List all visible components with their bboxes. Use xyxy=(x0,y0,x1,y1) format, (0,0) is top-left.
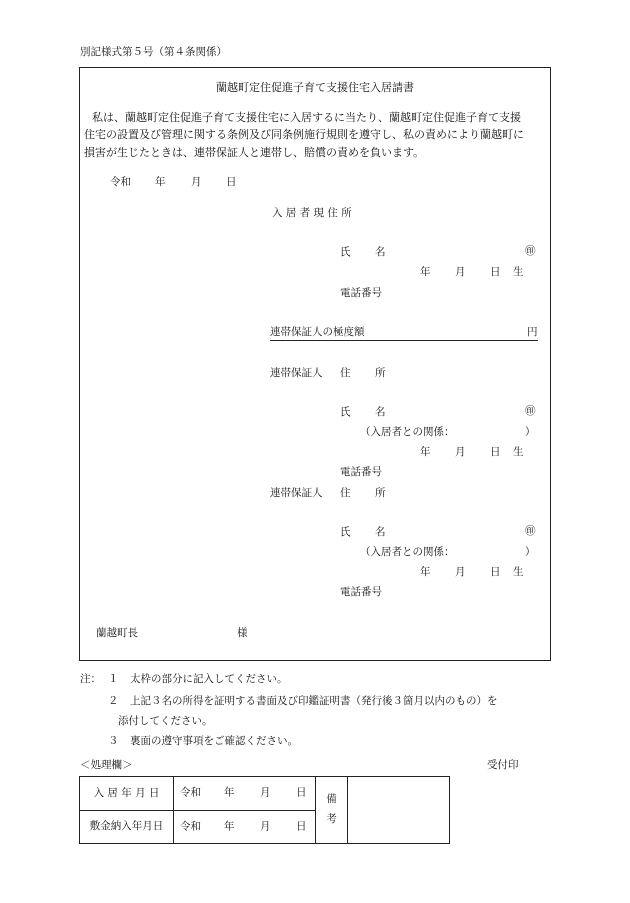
processing-label: ＜処理欄＞ xyxy=(80,759,133,771)
guarantor-2-label: 連帯保証人 xyxy=(270,487,323,499)
guarantee-limit-unit: 円 xyxy=(527,326,538,338)
move-in-date-day: 日 xyxy=(296,786,307,799)
addressee-honorific: 様 xyxy=(237,627,248,639)
move-in-date-era: 令和 xyxy=(180,786,201,799)
body-line-1: 私は、蘭越町定住促進子育て支援住宅に入居するに当たり、蘭越町定住促進子育て支援 xyxy=(92,111,521,124)
page-title: 蘭越町定住促進子育て支援住宅入居請書 xyxy=(216,81,414,94)
remarks-label-cell xyxy=(316,777,348,844)
note-1-number: １ xyxy=(108,673,119,685)
guarantor-2-address-label-1: 住 xyxy=(340,487,351,499)
deposit-date-day: 日 xyxy=(296,820,307,833)
note-3-text: 裏面の遵守事項をご確認ください。 xyxy=(130,735,298,747)
guarantor-1-address-label-1: 住 xyxy=(340,367,351,379)
move-in-date-month: 月 xyxy=(260,786,271,799)
guarantor-1-relation-open: （入居者との関係： xyxy=(360,426,455,438)
guarantor-2-name-label-1: 氏 xyxy=(340,526,351,538)
guarantor-1-name-label-1: 氏 xyxy=(340,406,351,418)
guarantor-1-birth-born: 生 xyxy=(513,446,524,458)
tenant-birth-day: 日 xyxy=(490,266,501,278)
receipt-stamp-label: 受付印 xyxy=(487,759,519,771)
guarantee-limit-label: 連帯保証人の極度額 xyxy=(270,326,365,338)
addressee-name: 蘭越町長 xyxy=(96,627,138,639)
table-row xyxy=(80,777,450,811)
move-in-date-year: 年 xyxy=(224,786,235,799)
note-2-text: 上記３名の所得を証明する書面及び印鑑証明書（発行後３箇月以内のもの）を xyxy=(130,695,498,707)
tenant-name-label-2: 名 xyxy=(375,246,386,258)
tenant-seal-mark: ㊞ xyxy=(525,245,536,257)
deposit-date-year: 年 xyxy=(224,820,235,833)
guarantor-1-address-label-2: 所 xyxy=(375,367,386,379)
deposit-date-era: 令和 xyxy=(180,820,201,833)
guarantor-2-birth-born: 生 xyxy=(513,566,524,578)
guarantor-1-phone-label: 電話番号 xyxy=(340,466,382,478)
deposit-date-label: 敷金納入年月日 xyxy=(80,810,174,844)
form-label: 別記様式第５号（第４条関係） xyxy=(80,46,227,58)
move-in-date-cell xyxy=(174,777,316,811)
tenant-phone-label: 電話番号 xyxy=(340,287,382,299)
guarantor-2-phone-label: 電話番号 xyxy=(340,586,382,598)
processing-table xyxy=(79,776,450,844)
remarks-field xyxy=(348,777,450,844)
guarantor-2-birth-year: 年 xyxy=(420,566,431,578)
note-2-number: ２ xyxy=(108,695,119,707)
remarks-label-2: 考 xyxy=(326,813,337,825)
guarantor-1-seal-mark: ㊞ xyxy=(525,405,536,417)
tenant-birth-year: 年 xyxy=(420,266,431,278)
date-day: 日 xyxy=(226,176,237,188)
date-month: 月 xyxy=(191,176,202,188)
remarks-label-1: 備 xyxy=(326,793,337,806)
guarantor-2-address-label-2: 所 xyxy=(375,487,386,499)
notes-prefix: 注： xyxy=(80,673,101,685)
body-line-2: 住宅の設置及び管理に関する条例及び同条例施行規則を遵守し、私の責めにより蘭越町に xyxy=(84,128,524,141)
deposit-date-month: 月 xyxy=(260,820,271,833)
note-2-continuation: 添付してください。 xyxy=(118,715,213,727)
guarantor-1-birth-day: 日 xyxy=(490,446,501,458)
guarantor-1-birth-year: 年 xyxy=(420,446,431,458)
guarantor-2-relation-open: （入居者との関係： xyxy=(360,546,455,558)
guarantor-1-name-label-2: 名 xyxy=(375,406,386,418)
tenant-address-label: 入 居 者 現 住 所 xyxy=(272,207,352,219)
guarantor-2-seal-mark: ㊞ xyxy=(525,525,536,537)
tenant-birth-month: 月 xyxy=(455,266,466,278)
move-in-date-label: 入 居 年 月 日 xyxy=(80,777,174,811)
body-line-3: 損害が生じたときは、連帯保証人と連帯し、賠償の責めを負います。 xyxy=(84,146,425,159)
note-3-number: ３ xyxy=(108,735,119,747)
guarantor-2-relation-close: ） xyxy=(525,546,536,558)
guarantor-2-birth-day: 日 xyxy=(490,566,501,578)
deposit-date-cell xyxy=(174,810,316,844)
guarantor-1-label: 連帯保証人 xyxy=(270,367,323,379)
tenant-birth-born: 生 xyxy=(513,266,524,278)
guarantor-2-birth-month: 月 xyxy=(455,566,466,578)
date-era: 令和 xyxy=(110,176,131,188)
date-year: 年 xyxy=(155,176,166,188)
guarantor-1-relation-close: ） xyxy=(525,426,536,438)
tenant-name-label-1: 氏 xyxy=(340,246,351,258)
note-1-text: 太枠の部分に記入してください。 xyxy=(130,673,288,685)
guarantor-1-birth-month: 月 xyxy=(455,446,466,458)
guarantor-2-name-label-2: 名 xyxy=(375,526,386,538)
